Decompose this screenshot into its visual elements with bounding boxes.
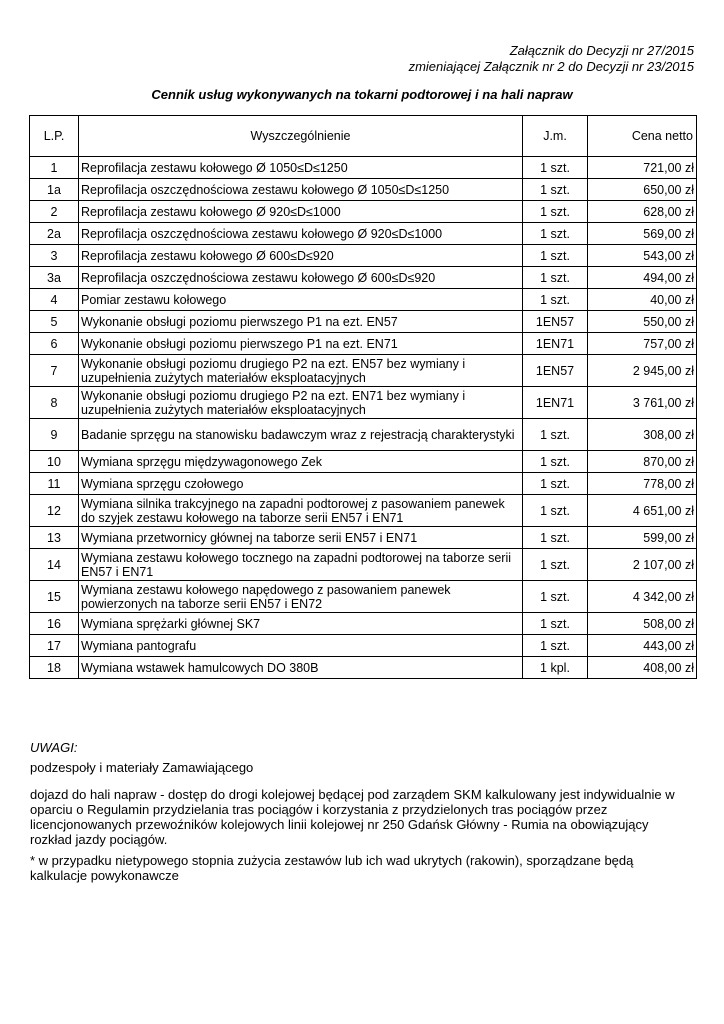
- row-lp: 2: [30, 201, 79, 223]
- row-unit: 1 szt.: [523, 419, 588, 451]
- row-net-price: 628,00 zł: [588, 201, 697, 223]
- table-row: [30, 549, 697, 581]
- row-lp: 9: [30, 419, 79, 451]
- row-net-price: 599,00 zł: [588, 527, 697, 549]
- row-lp: 18: [30, 657, 79, 679]
- note-access: dojazd do hali napraw - dostęp do drogi kolejowej będącej pod zarządem SKM kalkulowany jest indywidualnie w oparciu o Regulamin przydzielania tras pociągów i korzystania z przydzielonych tras pociągów przez licencjonowanych przewoźników kolejowych linii kolejowej nr 250 Gdańsk Główny - Rumia na obowiązujący rozkład jazdy pociągów.: [30, 787, 675, 847]
- row-description: Wymiana sprzęgu czołowego: [79, 473, 523, 495]
- annex-reference-line-1: Załącznik do Decyzji nr 27/2015: [509, 43, 694, 58]
- row-lp: 2a: [30, 223, 79, 245]
- row-description: Wymiana sprężarki głównej SK7: [79, 613, 523, 635]
- row-net-price: 870,00 zł: [588, 451, 697, 473]
- row-net-price: 569,00 zł: [588, 223, 697, 245]
- document-title: Cennik usług wykonywanych na tokarni podtorowej i na hali napraw: [151, 87, 573, 102]
- row-description: Wymiana przetwornicy głównej na taborze serii EN57 i EN71: [79, 527, 523, 549]
- row-net-price: 721,00 zł: [588, 157, 697, 179]
- row-net-price: 543,00 zł: [588, 245, 697, 267]
- row-lp: 1: [30, 157, 79, 179]
- row-lp: 1a: [30, 179, 79, 201]
- row-unit: 1 szt.: [523, 581, 588, 613]
- note-calculation: * w przypadku nietypowego stopnia zużycia zestawów lub ich wad ukrytych (rakowin), sporządzane będą kalkulacje powykonawcze: [30, 853, 634, 883]
- row-unit: 1 szt.: [523, 451, 588, 473]
- row-lp: 7: [30, 355, 79, 387]
- table-row: [30, 495, 697, 527]
- row-description: Wymiana zestawu kołowego napędowego z pasowaniem panewek powierzonych na taborze serii EN57 i EN72: [79, 581, 523, 613]
- table-row: [30, 179, 697, 201]
- table-row: [30, 419, 697, 451]
- column-header-unit: J.m.: [523, 116, 588, 157]
- row-net-price: 4 342,00 zł: [588, 581, 697, 613]
- notes-heading: UWAGI:: [30, 740, 78, 755]
- row-description: Wymiana zestawu kołowego tocznego na zapadni podtorowej na taborze serii EN57 i EN71: [79, 549, 523, 581]
- table-row: [30, 267, 697, 289]
- row-lp: 6: [30, 333, 79, 355]
- table-row: [30, 223, 697, 245]
- table-row: [30, 473, 697, 495]
- row-net-price: 308,00 zł: [588, 419, 697, 451]
- row-net-price: 508,00 zł: [588, 613, 697, 635]
- table-row: [30, 355, 697, 387]
- row-lp: 16: [30, 613, 79, 635]
- row-description: Reprofilacja zestawu kołowego Ø 1050≤D≤1250: [79, 157, 523, 179]
- row-unit: 1 szt.: [523, 289, 588, 311]
- row-lp: 3: [30, 245, 79, 267]
- row-description: Badanie sprzęgu na stanowisku badawczym wraz z rejestracją charakterystyki: [79, 419, 523, 451]
- row-lp: 12: [30, 495, 79, 527]
- row-net-price: 3 761,00 zł: [588, 387, 697, 419]
- row-unit: 1 szt.: [523, 527, 588, 549]
- table-row: [30, 527, 697, 549]
- row-net-price: 2 945,00 zł: [588, 355, 697, 387]
- row-net-price: 4 651,00 zł: [588, 495, 697, 527]
- price-table: [29, 115, 697, 679]
- row-net-price: 2 107,00 zł: [588, 549, 697, 581]
- row-unit: 1 szt.: [523, 223, 588, 245]
- row-lp: 13: [30, 527, 79, 549]
- column-header-lp: L.P.: [30, 116, 79, 157]
- column-header-description: Wyszczególnienie: [79, 116, 523, 157]
- row-description: Reprofilacja oszczędnościowa zestawu kołowego Ø 920≤D≤1000: [79, 223, 523, 245]
- table-row: [30, 289, 697, 311]
- row-lp: 4: [30, 289, 79, 311]
- row-unit: 1 szt.: [523, 179, 588, 201]
- row-description: Reprofilacja oszczędnościowa zestawu kołowego Ø 1050≤D≤1250: [79, 179, 523, 201]
- row-unit: 1 szt.: [523, 635, 588, 657]
- row-description: Reprofilacja oszczędnościowa zestawu kołowego Ø 600≤D≤920: [79, 267, 523, 289]
- row-description: Wymiana silnika trakcyjnego na zapadni podtorowej z pasowaniem panewek do szyjek zestawu kołowego na taborze serii EN57 i EN71: [79, 495, 523, 527]
- table-row: [30, 657, 697, 679]
- table-row: [30, 635, 697, 657]
- row-net-price: 778,00 zł: [588, 473, 697, 495]
- row-net-price: 757,00 zł: [588, 333, 697, 355]
- table-row: [30, 245, 697, 267]
- row-unit: 1EN71: [523, 333, 588, 355]
- table-row: [30, 201, 697, 223]
- row-unit: 1 szt.: [523, 157, 588, 179]
- table-row: [30, 613, 697, 635]
- row-lp: 14: [30, 549, 79, 581]
- row-lp: 5: [30, 311, 79, 333]
- column-header-net-price: Cena netto: [588, 116, 697, 157]
- row-description: Wymiana wstawek hamulcowych DO 380B: [79, 657, 523, 679]
- row-lp: 3a: [30, 267, 79, 289]
- table-row: [30, 157, 697, 179]
- table-body: [30, 157, 697, 679]
- row-lp: 17: [30, 635, 79, 657]
- table-row: [30, 581, 697, 613]
- row-unit: 1 kpl.: [523, 657, 588, 679]
- row-lp: 8: [30, 387, 79, 419]
- row-unit: 1 szt.: [523, 549, 588, 581]
- row-lp: 10: [30, 451, 79, 473]
- notes-section: [30, 740, 680, 883]
- row-description: Pomiar zestawu kołowego: [79, 289, 523, 311]
- row-unit: 1EN57: [523, 355, 588, 387]
- row-net-price: 443,00 zł: [588, 635, 697, 657]
- table-row: [30, 333, 697, 355]
- row-unit: 1EN71: [523, 387, 588, 419]
- row-unit: 1 szt.: [523, 613, 588, 635]
- row-net-price: 650,00 zł: [588, 179, 697, 201]
- row-unit: 1 szt.: [523, 495, 588, 527]
- table-row: [30, 311, 697, 333]
- table-row: [30, 387, 697, 419]
- row-net-price: 494,00 zł: [588, 267, 697, 289]
- row-description: Wykonanie obsługi poziomu drugiego P2 na ezt. EN57 bez wymiany i uzupełnienia zużytych materiałów eksploatacyjnych: [79, 355, 523, 387]
- annex-reference-line-2: zmieniającej Załącznik nr 2 do Decyzji nr 23/2015: [408, 59, 694, 74]
- row-net-price: 550,00 zł: [588, 311, 697, 333]
- row-description: Wykonanie obsługi poziomu pierwszego P1 na ezt. EN57: [79, 311, 523, 333]
- row-unit: 1 szt.: [523, 267, 588, 289]
- row-lp: 11: [30, 473, 79, 495]
- table-row: [30, 451, 697, 473]
- row-description: Reprofilacja zestawu kołowego Ø 920≤D≤1000: [79, 201, 523, 223]
- row-description: Wymiana pantografu: [79, 635, 523, 657]
- row-unit: 1 szt.: [523, 245, 588, 267]
- row-description: Wykonanie obsługi poziomu drugiego P2 na ezt. EN71 bez wymiany i uzupełnienia zużytych materiałów eksploatacyjnych: [79, 387, 523, 419]
- row-unit: 1 szt.: [523, 201, 588, 223]
- row-description: Reprofilacja zestawu kołowego Ø 600≤D≤920: [79, 245, 523, 267]
- row-unit: 1 szt.: [523, 473, 588, 495]
- row-net-price: 408,00 zł: [588, 657, 697, 679]
- row-lp: 15: [30, 581, 79, 613]
- row-description: Wykonanie obsługi poziomu pierwszego P1 na ezt. EN71: [79, 333, 523, 355]
- table-header-row: [30, 116, 697, 157]
- note-materials: podzespoły i materiały Zamawiającego: [30, 760, 254, 775]
- row-description: Wymiana sprzęgu międzywagonowego Zek: [79, 451, 523, 473]
- row-unit: 1EN57: [523, 311, 588, 333]
- row-net-price: 40,00 zł: [588, 289, 697, 311]
